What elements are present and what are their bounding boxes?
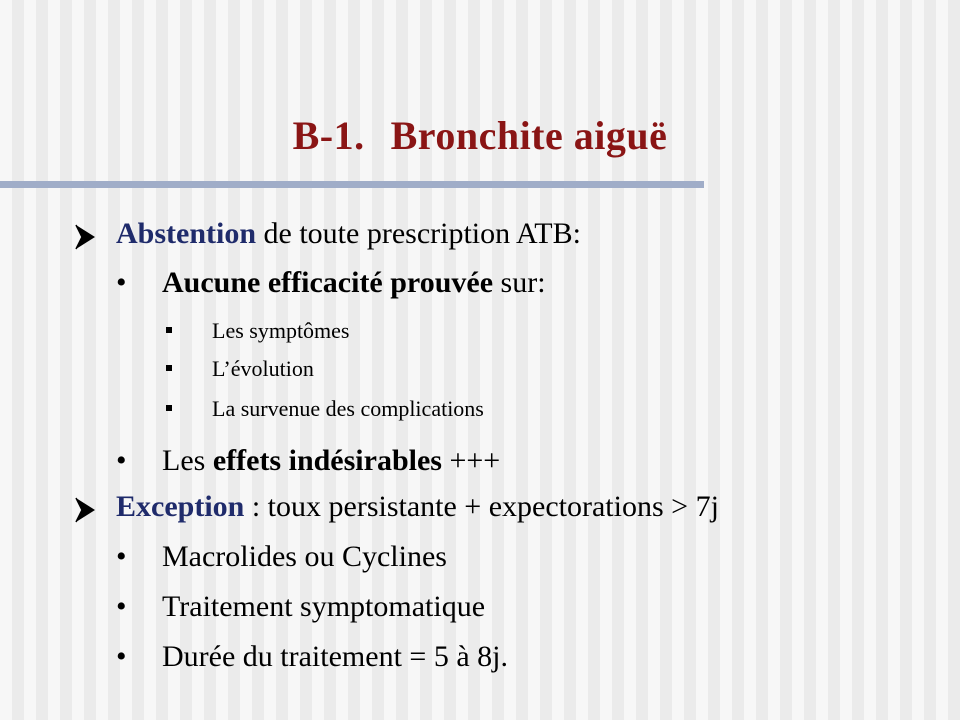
item-text <box>116 490 719 524</box>
item-text: Les symptômes <box>212 318 350 343</box>
title-text: Bronchite aiguë <box>390 113 668 158</box>
item-strong: Aucune efficacité prouvée <box>162 266 494 299</box>
item-rest: : toux persistante + expectorations > 7j <box>244 490 719 523</box>
item-pre: Les <box>162 444 213 477</box>
item-text: Macrolides ou Cyclines <box>162 540 447 573</box>
bullet-dot: • <box>116 266 127 299</box>
bullet-dot: • <box>116 540 127 573</box>
item-text: Durée du traitement = 5 à 8j. <box>162 640 508 673</box>
item-strong: effets indésirables <box>212 444 442 477</box>
bullet-dot: • <box>116 444 127 477</box>
title-underline <box>0 181 704 188</box>
item-rest: de toute prescription ATB: <box>256 217 581 250</box>
item-rest: +++ <box>441 444 501 477</box>
item-text <box>116 217 581 251</box>
bullet-dot: • <box>116 640 127 673</box>
item-text <box>162 444 500 478</box>
title-number: B-1. <box>292 113 365 158</box>
bullet-dot: • <box>116 590 127 623</box>
item-strong: Abstention <box>116 217 257 250</box>
item-text <box>162 266 546 300</box>
item-text: L’évolution <box>212 356 314 381</box>
square-bullet-icon <box>166 405 172 411</box>
square-bullet-icon <box>166 327 172 333</box>
slide-title <box>0 112 960 159</box>
arrow-bullet-icon <box>74 222 98 252</box>
item-rest: sur: <box>493 266 546 299</box>
item-text: La survenue des complications <box>212 396 484 421</box>
item-strong: Exception <box>116 490 245 523</box>
square-bullet-icon <box>166 365 172 371</box>
arrow-bullet-icon <box>74 495 98 525</box>
item-text: Traitement symptomatique <box>162 590 486 623</box>
